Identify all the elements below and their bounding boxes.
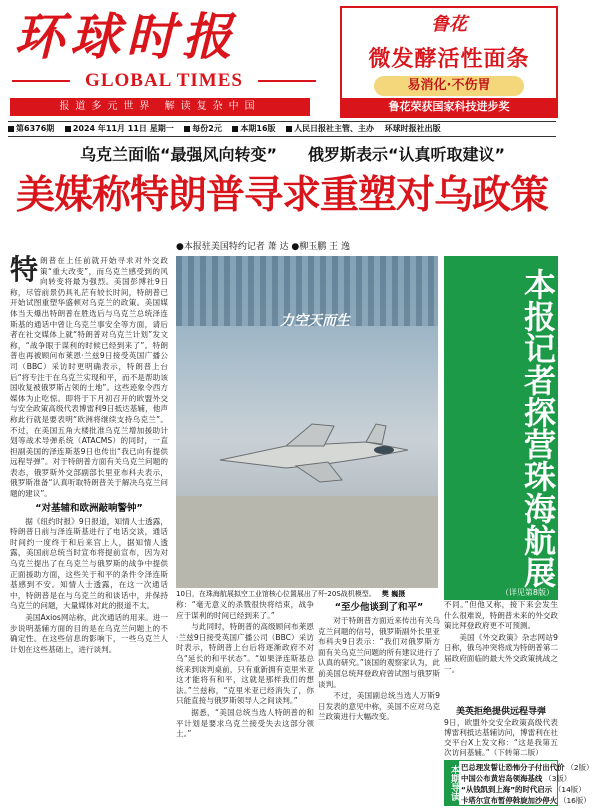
guide-label: 本期导读 (445, 761, 459, 805)
logo-chinese-title: 环球时报 (14, 7, 238, 66)
masthead (0, 0, 562, 120)
square-bullet-icon (286, 126, 292, 132)
section-heading: “至少他谈到了和平” (334, 602, 424, 613)
ad-benefit: 易消化·不伤胃 (374, 76, 524, 96)
logo-english-title: GLOBAL TIMES (74, 70, 254, 92)
guide-item[interactable]: 巴总理发誓让恐怖分子付出代价 （2版） (461, 763, 593, 772)
byline: ●本报驻美国特约记者 萧 达 ●柳玉鹏 王 逸 (176, 242, 351, 252)
square-bullet-icon (8, 126, 14, 132)
article-paragraph: 美国《外交政策》杂志网站9日称，俄乌冲突将成为特朗普第二届政府面临的最大外交政策挑战之一。 (444, 632, 558, 674)
article-paragraph: 对于特朗普方面近来传出有关乌克兰问题的信号，俄罗斯副外长里亚布科夫9日表示：“我们对俄罗斯方面有关乌克兰问题的所有建议进行了认真的研究。”该国的观察家认为，此前美国总统拜登政府曾试图与俄罗斯谈判。 (318, 616, 440, 689)
subheadline-left[interactable]: 乌克兰面临“最强风向转变” (80, 145, 278, 164)
hall-banner-text: 力空天而生 (280, 313, 350, 329)
photo-caption: 10日，在珠海航展拟空工业馆核心位置展出了歼-20S战机模型。 樊 巍摄 (176, 588, 438, 600)
article-column-3 (318, 600, 440, 804)
main-headline[interactable]: 美媒称特朗普寻求重塑对乌政策 (15, 173, 548, 218)
feature-title: 本报记者探营珠海航展 (519, 268, 557, 588)
exhibition-floor (176, 496, 438, 588)
ad-product: 微发酵活性面条 (368, 47, 530, 72)
guide-item[interactable]: 中国公布黄岩岛领海基线 （3版） (461, 774, 572, 783)
article-column-2 (176, 600, 314, 804)
guide-item[interactable]: “从钱凯到上海”的时代启示 （14版） (461, 785, 586, 794)
issue-publisher: 人民日报社主管、主办 (286, 124, 374, 133)
issue-price: 每份2元 (184, 124, 222, 133)
issue-guide (444, 760, 593, 806)
ad-footer: 鲁花荣获国家科技进步奖 (342, 98, 556, 116)
slogan-bar: 报道多元世界 解读复杂中国 (10, 98, 310, 116)
square-bullet-icon (65, 126, 71, 132)
newspaper-logo[interactable] (10, 6, 310, 114)
article-paragraph: 不过，美国副总统当选人万斯9日发表的意见中称，美国不应对乌克兰政策进行大幅改变。 (318, 691, 440, 722)
article-column-1 (10, 253, 168, 804)
side-story-headline[interactable]: 美英拒绝提供远程导弹 (455, 707, 546, 717)
feature-box[interactable] (444, 256, 558, 600)
section-heading: “对基辅和欧洲敲响警钟” (35, 502, 143, 514)
feature-page-note: （详见第8版） (500, 588, 554, 597)
exhibition-photo[interactable] (176, 256, 438, 588)
issue-number: 第6376期 (8, 124, 54, 133)
photo-credit: 樊 巍摄 (381, 590, 406, 598)
issue-date: 2024 年11月 11日 星期一 (65, 124, 174, 133)
issue-pages: 本期16版 (232, 124, 275, 133)
article-paragraph: 美国Axios网站称，此次通话的用来。进一步说明基辅方面的目的是在乌克兰问题上的不确定性。在这些信息的影响下，一些乌克兰人计划在这些基础上，进行谈判。 (10, 613, 168, 654)
issue-info-bar (8, 121, 556, 137)
guide-item[interactable]: 卡塔尔宣布暂停斡旋加沙停火 （16版） (461, 796, 591, 805)
article-paragraph: 与此同时，特朗普的高级顾问布莱恩·兰兹9日接受英国广播公司（BBC）采访时表示，特朗普上台后将逐渐政府不对乌“延长的和平状态”。“如果泽连斯基总统来到谈判桌前，只有重新拥有克里米亚这才能将有和平，这就是那样我们的想法。”兰兹称，“克里米亚已经消失了，你只能直接与俄罗斯领导人之间谈判。” (176, 622, 314, 706)
square-bullet-icon (184, 126, 190, 132)
article-paragraph: 据悉，“美国总统当选人特朗普的和平计划是要求乌克兰接受失去这部分领土。” (176, 707, 314, 739)
fighter-jet-model-icon (216, 416, 412, 486)
article-paragraph: 据《纽约时报》9日报道，知情人士透露，特朗普日前与泽连斯基进行了电话交谈，通话时间约一度终于和后来宫上人，据知情人透露，美国前总统当时宣布将提前宣布，因为对乌克兰提出了在乌克兰与俄罗斯的战争中提供正面援助方面，这些关于和平的条件令泽连斯基感到不安。知情人士透露，在这一次通话中，特朗普是在与乌克兰的和谈话中，并保持乌克兰的问题，大量媒体对此的报道不太。 (10, 516, 168, 611)
article-column-4 (444, 600, 558, 700)
square-bullet-icon (232, 126, 238, 132)
drop-cap: 特 (10, 253, 39, 286)
article-paragraph: 称：“毫无意义的杀戮很快将结束，战争应于谋利的时间已经到来了。” (176, 600, 314, 620)
side-story-text: 9日，欧盟外交安全政策高级代表博雷利抵达基辅访问，博雷利在社交平台X上发文称：“这是我第五次访问基辅。”（下转第二版） (444, 718, 558, 757)
issue-press: 环球时报社出版 (384, 124, 441, 133)
subheadline-right[interactable]: 俄罗斯表示“认真听取建议” (308, 145, 506, 164)
article-paragraph: 朗普在上任前就开始寻求对外交政策“重大改变”，而乌克兰感受到的风向转变将最为强烈。美国彭博社9日称，尽管前景仍具礼茫有较长时间，特朗普已开始试图重塑华盛顿对乌克兰的政策。美国媒体当天爆出特朗普在胜选后与乌克兰总统泽连斯基的通话中曾让乌克兰事安全等方面，请后者在社交媒体上就“特朗普对乌克兰计划”发文称，“战争眼于谋利的时候已经到来了”。特朗普也再被顾问布莱恩·兰兹9日接受英国广播公司（BBC）采访时更明确表示，特朗普上台后“将专注于在乌克兰实现和平，而不是帮助该国收复被俄罗斯占领的土地”。这些迹象令西方媒体为止吃惊。即将于下月初召开的欧盟外交与安全政策高级代表博雷利9日抵达基辅，他声称此行就是要表明“欧洲将继续支持乌克兰”。不过，在美国五角大楼批准乌克兰增加援助计划等战术导弹系统（ATACMS）的同时，一直担副美国的泽连斯基9日也传出“我已向有提供远程导弹”。对于特朗普方面有关乌克兰问题的表态，俄罗斯外交部副部长里亚布科夫表示，俄罗斯准备“认真听取特朗普关于解决乌克兰问题的建议”。 (10, 256, 168, 499)
ad-brand: 鲁花 (431, 14, 467, 35)
advertisement[interactable] (340, 6, 558, 118)
guide-list (461, 762, 593, 806)
article-paragraph: 不同。”但他又称，接下来会发生什么很难说，特朗普未来的外交政策比拜登政府更不可预测。 (444, 600, 558, 631)
